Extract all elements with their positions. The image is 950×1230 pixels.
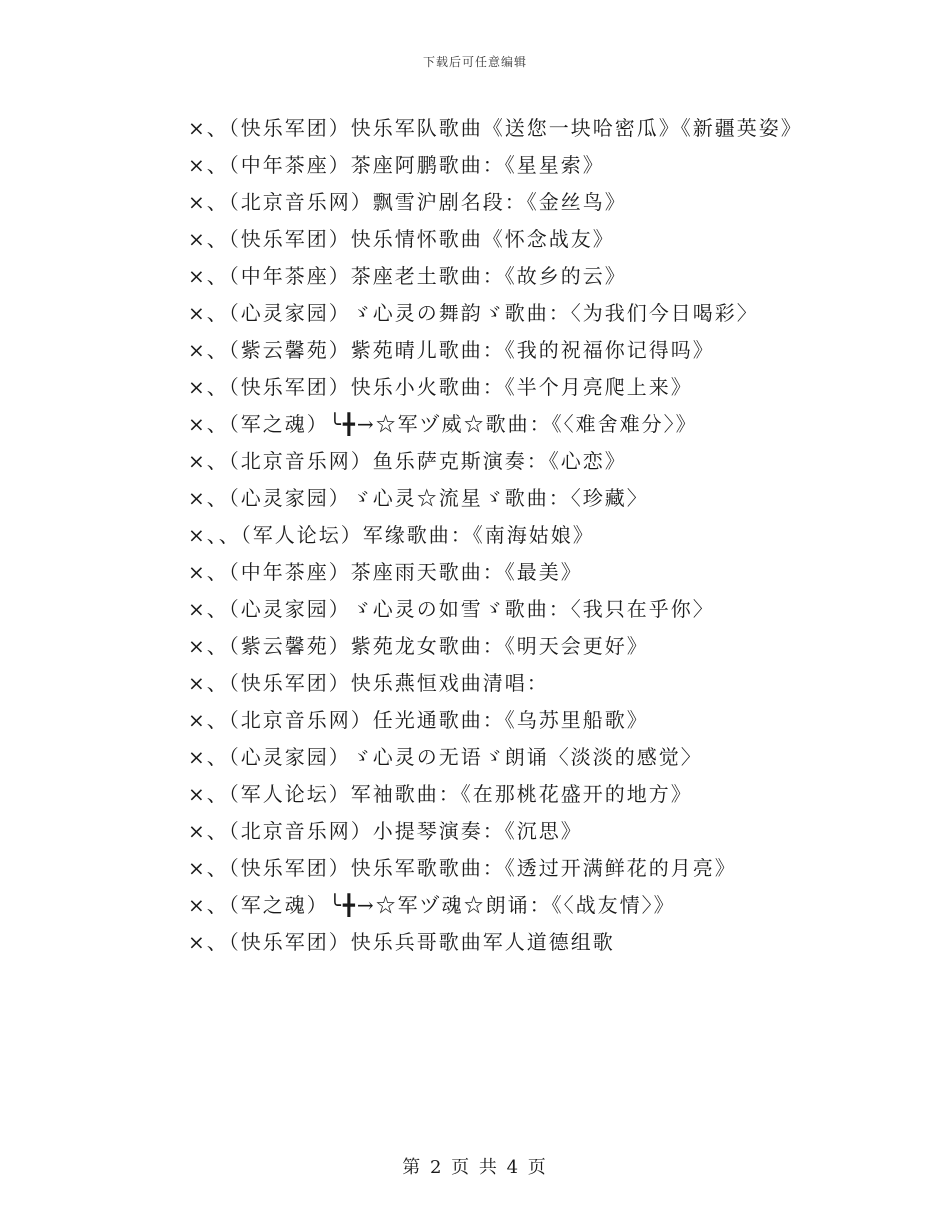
program-item: ×、（紫云馨苑）紫苑龙女歌曲：《明天会更好》: [188, 634, 649, 658]
program-item: ×、（北京音乐网）飘雪沪剧名段：《金丝鸟》: [188, 190, 627, 214]
program-item: ×、（军之魂）╰╋→☆军ヅ魂☆朗诵：《〈战友情〉》: [188, 893, 676, 917]
program-item: ×、（快乐军团）快乐军队歌曲《送您一块哈密瓜》《新疆英姿》: [188, 116, 803, 140]
program-item: ×、（快乐军团）快乐军歌歌曲：《透过开满鲜花的月亮》: [188, 856, 737, 880]
program-item: ×、、（军人论坛）军缘歌曲：《南海姑娘》: [188, 523, 595, 547]
program-item: ×、（军之魂）╰╋→☆军ヅ威☆歌曲：《〈难舍难分〉》: [188, 412, 698, 436]
program-item: ×、（中年茶座）茶座雨天歌曲：《最美》: [188, 560, 583, 584]
program-item: ×、（紫云馨苑）紫苑晴儿歌曲：《我的祝福你记得吗》: [188, 338, 715, 362]
program-item: ×、（快乐军团）快乐燕恒戏曲清唱：: [188, 671, 549, 695]
program-item: ×、（快乐军团）快乐兵哥歌曲军人道德组歌: [188, 930, 615, 954]
page-number: 第 2 页 共 4 页: [402, 1157, 548, 1178]
program-item: ×、（快乐军团）快乐情怀歌曲《怀念战友》: [188, 227, 615, 251]
program-list: [140, 110, 803, 961]
program-item: ×、（心灵家园）ゞ心灵の舞韵ゞ歌曲：〈为我们今日喝彩〉: [188, 301, 759, 325]
program-item: ×、（中年茶座）茶座阿鹏歌曲：《星星索》: [188, 153, 605, 177]
program-item: ×、（快乐军团）快乐小火歌曲：《半个月亮爬上来》: [188, 375, 693, 399]
program-item: ×、（北京音乐网）任光通歌曲：《乌苏里船歌》: [188, 708, 649, 732]
page-header-note: 下载后可任意编辑: [422, 55, 527, 69]
program-item: ×、（中年茶座）茶座老土歌曲：《故乡的云》: [188, 264, 627, 288]
program-item: ×、（军人论坛）军袖歌曲：《在那桃花盛开的地方》: [188, 782, 693, 806]
program-item: ×、（北京音乐网）鱼乐萨克斯演奏：《心恋》: [188, 449, 627, 473]
program-item: ×、（心灵家园）ゞ心灵の如雪ゞ歌曲：〈我只在乎你〉: [188, 597, 715, 621]
program-item: ×、（心灵家园）ゞ心灵☆流星ゞ歌曲：〈珍藏〉: [188, 486, 649, 510]
program-item: ×、（北京音乐网）小提琴演奏：《沉思》: [188, 819, 583, 843]
program-item: ×、（心灵家园）ゞ心灵の无语ゞ朗诵〈淡淡的感觉〉: [188, 745, 703, 769]
